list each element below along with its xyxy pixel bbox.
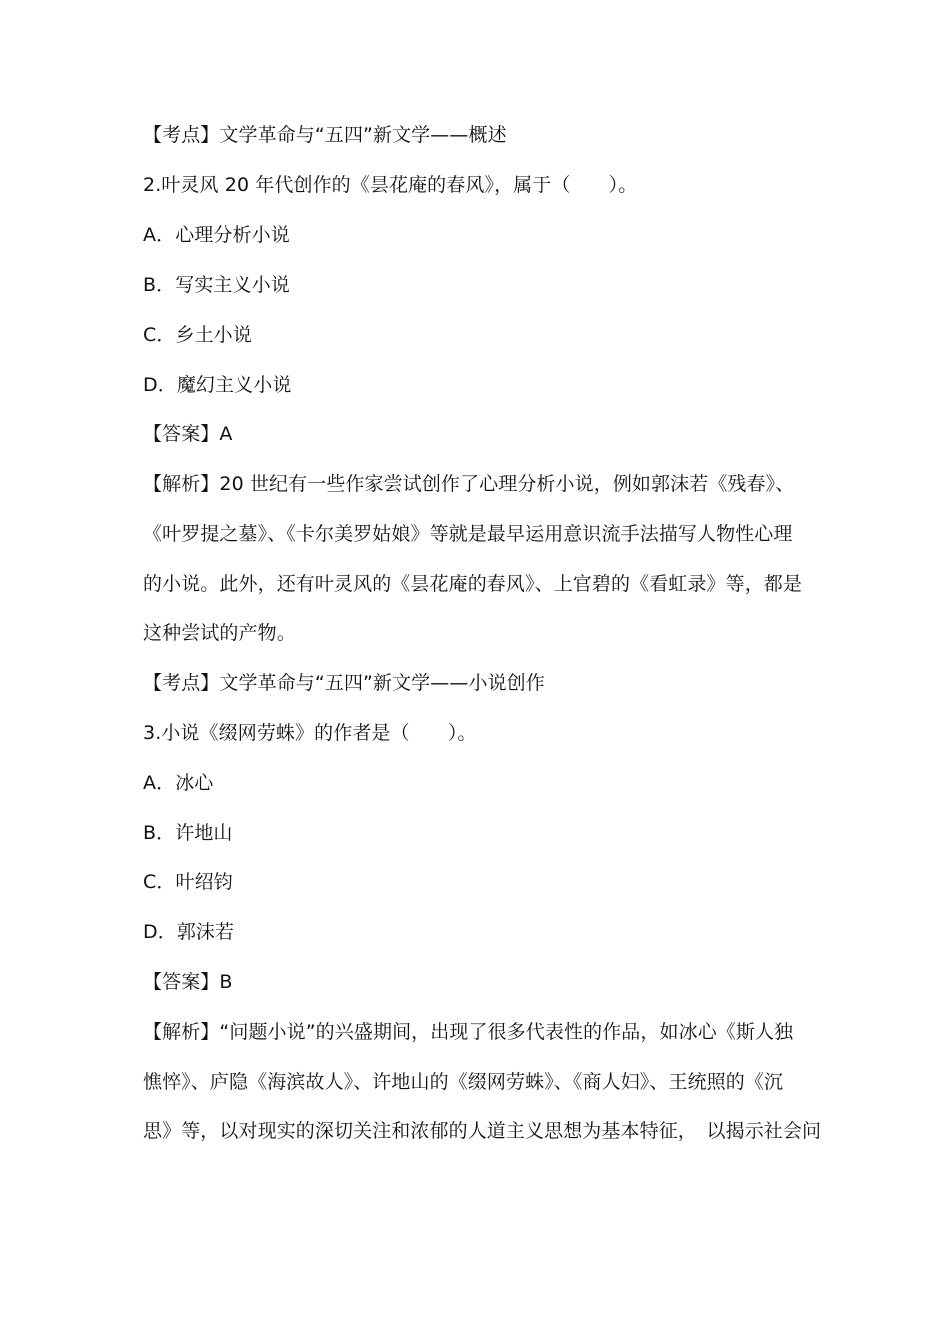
q3-answer: 【答案】B [143, 971, 233, 993]
q2-analysis-line-1: 【解析】20 世纪有一些作家尝试创作了心理分析小说，例如郭沫若《残春》、 [143, 473, 795, 495]
q2-analysis-line-4: 这种尝试的产物。 [143, 622, 296, 644]
q3-option-b: B．许地山 [143, 822, 233, 844]
kaodian-line: 【考点】文学革命与“五四”新文学——概述 [143, 124, 507, 146]
q2-option-d: D．魔幻主义小说 [143, 374, 292, 396]
q2-kaodian: 【考点】文学革命与“五四”新文学——小说创作 [143, 672, 545, 694]
q3-analysis-line-1: 【解析】“问题小说”的兴盛期间，出现了很多代表性的作品，如冰心《斯人独 [143, 1021, 794, 1043]
q3-analysis-line-3: 思》等，以对现实的深切关注和浓郁的人道主义思想为基本特征， 以揭示社会问 [143, 1120, 822, 1142]
q3-option-d: D．郭沫若 [143, 921, 235, 943]
q2-analysis-line-3: 的小说。此外，还有叶灵风的《昙花庵的春风》、上官碧的《看虹录》等，都是 [143, 573, 803, 595]
q2-option-a: A．心理分析小说 [143, 224, 290, 246]
q2-option-b: B．写实主义小说 [143, 274, 290, 296]
q3-option-a: A．冰心 [143, 772, 214, 794]
q3-analysis-line-2: 憔悴》、庐隐《海滨故人》、许地山的《缀网劳蛛》、《商人妇》、王统照的《沉 [143, 1071, 784, 1093]
q3-option-c: C．叶绍钧 [143, 871, 233, 893]
question-3-text: 3.小说《缀网劳蛛》的作者是（ ）。 [143, 722, 477, 744]
q2-analysis-line-2: 《叶罗提之墓》、《卡尔美罗姑娘》等就是最早运用意识流手法描写人物性心理 [143, 523, 793, 545]
q2-option-c: C．乡土小说 [143, 324, 252, 346]
q2-answer: 【答案】A [143, 423, 233, 445]
question-2-text: 2.叶灵风 20 年代创作的《昙花庵的春风》，属于（ ）。 [143, 174, 638, 196]
